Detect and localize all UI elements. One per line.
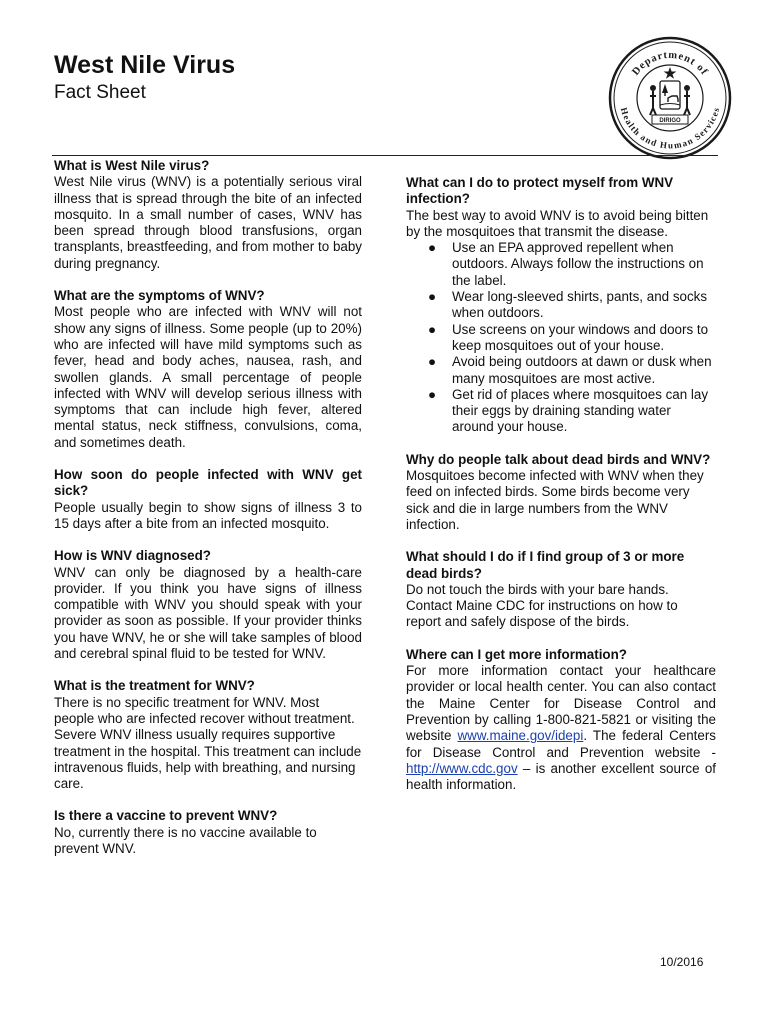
qa-protect-yourself bbox=[406, 175, 716, 436]
bullet-dot-icon: ● bbox=[428, 354, 437, 370]
qa-diagnosis bbox=[54, 548, 362, 662]
answer-text: No, currently there is no vaccine available to prevent WNV. bbox=[54, 824, 317, 856]
answer-text: Mosquitoes become infected with WNV when they feed on infected birds. Some birds become very sick and die in large numbers from the WNV infection. bbox=[406, 468, 704, 532]
maine-cdc-link[interactable]: www.maine.gov/idepi bbox=[457, 728, 584, 744]
answer-text: People usually begin to show signs of illness 3 to 15 days after a bite from an infected mosquito. bbox=[54, 499, 362, 531]
question-heading: What should I do if I find group of 3 or more dead birds? bbox=[406, 549, 685, 581]
qa-treatment bbox=[54, 678, 362, 792]
answer-text: WNV can only be diagnosed by a health-care provider. If you think you have signs of illness compatible with WNV you should speak with your provider as soon as possible. If your provider thinks you have WNV, he or she will take samples of blood and cerebral spinal fluid to be tested for WNV. bbox=[54, 564, 362, 662]
qa-symptoms bbox=[54, 288, 362, 451]
question-heading: What is the treatment for WNV? bbox=[54, 678, 255, 694]
prevention-bullet-list bbox=[406, 240, 716, 436]
info-text-part-2: . The federal Centers for Disease Control and Prevention website - bbox=[406, 728, 717, 760]
header-divider bbox=[52, 155, 718, 156]
document-subtitle: Fact Sheet bbox=[54, 82, 146, 103]
bullet-text: Get rid of places where mosquitoes can lay their eggs by draining standing water around your house. bbox=[452, 386, 709, 435]
bullet-item bbox=[428, 387, 716, 436]
answer-text: West Nile virus (WNV) is a potentially serious viral illness that is spread through the bite of an infected mosquito. In a small number of cases, WNV has been spread through blood transfusions, organ transplants, breastfeeding, and from mother to baby during pregnancy. bbox=[54, 174, 362, 271]
answer-text: Most people who are infected with WNV will not show any signs of illness. Some people (up to 20%) who are infected will have mild symptoms such as fever, head and body aches, nausea, rash, and swollen glands. A small percentage of people infected with WNV will develop serious illness with symptoms that can include high fever, altered mental status, neck stiffness, convulsions, coma, and sometimes death. bbox=[54, 304, 362, 450]
bullet-dot-icon: ● bbox=[428, 321, 437, 337]
bullet-dot-icon: ● bbox=[428, 240, 437, 256]
qa-more-information bbox=[406, 647, 716, 794]
cdc-gov-link[interactable]: http://www.cdc.gov bbox=[406, 760, 518, 776]
question-heading: How soon do people infected with WNV get sick? bbox=[54, 467, 362, 499]
bullet-item bbox=[428, 289, 716, 322]
seal-bottom-text: Health and Human Services bbox=[618, 106, 722, 151]
department-seal-logo bbox=[608, 36, 732, 160]
bullet-text: Avoid being outdoors at dawn or dusk when many mosquitoes are most active. bbox=[452, 354, 712, 386]
bullet-text: Use an EPA approved repellent when outdoors. Always follow the instructions on the label. bbox=[452, 240, 704, 288]
qa-dead-birds bbox=[406, 452, 716, 533]
bullet-item bbox=[428, 354, 716, 387]
revision-date: 10/2016 bbox=[660, 955, 704, 969]
qa-how-soon-sick bbox=[54, 467, 362, 532]
qa-what-is-wnv bbox=[54, 158, 362, 272]
info-text-part-3: – is another excellent source of health information. bbox=[406, 760, 716, 793]
question-heading: How is WNV diagnosed? bbox=[54, 548, 211, 564]
bullet-dot-icon: ● bbox=[428, 289, 437, 305]
left-column bbox=[54, 158, 362, 873]
bullet-text: Wear long-sleeved shirts, pants, and socks when outdoors. bbox=[452, 289, 708, 321]
question-heading: Is there a vaccine to prevent WNV? bbox=[54, 808, 278, 824]
qa-vaccine bbox=[54, 808, 362, 857]
right-column bbox=[406, 175, 716, 809]
bullet-dot-icon: ● bbox=[428, 386, 437, 402]
seal-top-text: Department of bbox=[630, 49, 710, 78]
question-heading: What are the symptoms of WNV? bbox=[54, 288, 265, 304]
answer-text: There is no specific treatment for WNV. Most people who are infected recover without treatment. Severe WNV illness usually requires supportive treatment in the hospital. This treatment can include intravenous fluids, help with breathing, and nursing care. bbox=[54, 694, 362, 792]
seal-emblem-text: DIRIGO bbox=[659, 118, 681, 124]
answer-text: Do not touch the birds with your bare hands. Contact Maine CDC for instructions on how to report and safely dispose of the birds. bbox=[406, 581, 678, 630]
question-heading: What is West Nile virus? bbox=[54, 158, 210, 173]
answer-text bbox=[406, 663, 716, 793]
answer-text: The best way to avoid WNV is to avoid being bitten by the mosquitoes that transmit the disease. bbox=[406, 207, 709, 239]
qa-group-of-birds bbox=[406, 549, 716, 630]
info-text-part-1: For more information contact your healthcare provider or local health center. You can also contact the Maine Center for Disease Control and Prevention by calling 1-800-821-5821 or visiting the website bbox=[406, 663, 716, 744]
bullet-text: Use screens on your windows and doors to keep mosquitoes out of your house. bbox=[452, 321, 709, 353]
bullet-item bbox=[428, 322, 716, 355]
question-heading: What can I do to protect myself from WNV infection? bbox=[406, 175, 674, 207]
question-heading: Why do people talk about dead birds and WNV? bbox=[406, 451, 711, 467]
document-title: West Nile Virus bbox=[54, 51, 236, 79]
question-heading: Where can I get more information? bbox=[406, 646, 627, 662]
bullet-item bbox=[428, 240, 716, 289]
